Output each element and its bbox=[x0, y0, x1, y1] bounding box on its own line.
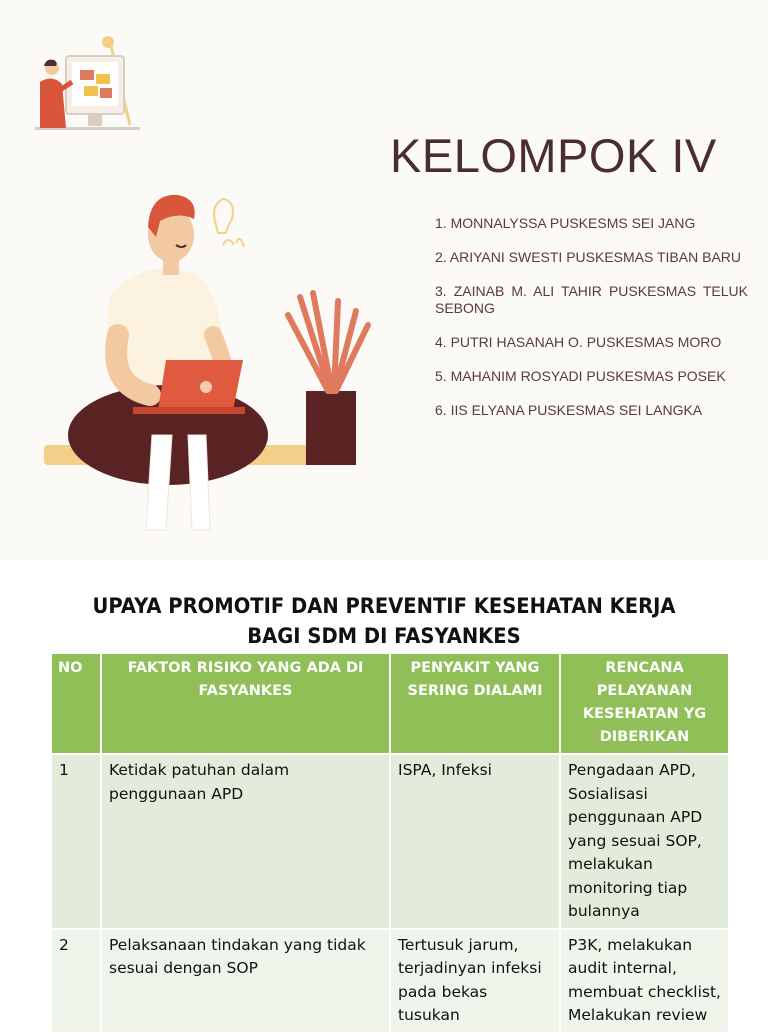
member-item: 2. ARIYANI SWESTI PUSKESMAS TIBAN BARU bbox=[435, 249, 742, 265]
cell-rencana: P3K, melakukan audit internal, membuat checklist, Melakukan review bbox=[560, 929, 729, 1033]
page-title: KELOMPOK IV bbox=[390, 129, 717, 182]
risk-table bbox=[52, 654, 730, 1034]
cell-penyakit: Tertusuk jarum, terjadinyan infeksi pada bekas tusukan bbox=[390, 929, 560, 1033]
cell-no: 2 bbox=[52, 929, 101, 1033]
member-item: 1. MONNALYSSA PUSKESMS SEI JANG bbox=[435, 215, 696, 231]
person-at-computer-illustration bbox=[30, 30, 145, 135]
member-item: 4. PUTRI HASANAH O. PUSKESMAS MORO bbox=[435, 334, 722, 350]
header-faktor: FAKTOR RISIKO YANG ADA DI FASYANKES bbox=[101, 654, 390, 754]
person-with-laptop-illustration bbox=[38, 185, 378, 535]
member-item: 3. ZAINAB M. ALI TAHIR PUSKESMAS TELUK SEBONG bbox=[435, 283, 748, 316]
cell-rencana: Pengadaan APD, Sosialisasi penggunaan APD yang sesuai SOP, melakukan monitoring tiap bulannya bbox=[560, 754, 729, 929]
table-row bbox=[52, 929, 729, 1033]
cell-no: 1 bbox=[52, 754, 101, 929]
member-item: 6. IIS ELYANA PUSKESMAS SEI LANGKA bbox=[435, 402, 703, 418]
table-header-row bbox=[52, 654, 729, 754]
cell-faktor: Pelaksanaan tindakan yang tidak sesuai dengan SOP bbox=[101, 929, 390, 1033]
table-title: UPAYA PROMOTIF DAN PREVENTIF KESEHATAN KERJA BAGI SDM DI FASYANKES bbox=[92, 594, 676, 648]
slide-upaya bbox=[0, 560, 768, 1024]
header-no: NO bbox=[52, 654, 101, 754]
cell-faktor: Ketidak patuhan dalam penggunaan APD bbox=[101, 754, 390, 929]
cell-penyakit: ISPA, Infeksi bbox=[390, 754, 560, 929]
member-item: 5. MAHANIM ROSYADI PUSKESMAS POSEK bbox=[435, 368, 726, 384]
member-list bbox=[435, 215, 748, 436]
table-row bbox=[52, 754, 729, 929]
header-rencana: RENCANA PELAYANAN KESEHATAN YG DIBERIKAN bbox=[560, 654, 729, 754]
header-penyakit: PENYAKIT YANG SERING DIALAMI bbox=[390, 654, 560, 754]
